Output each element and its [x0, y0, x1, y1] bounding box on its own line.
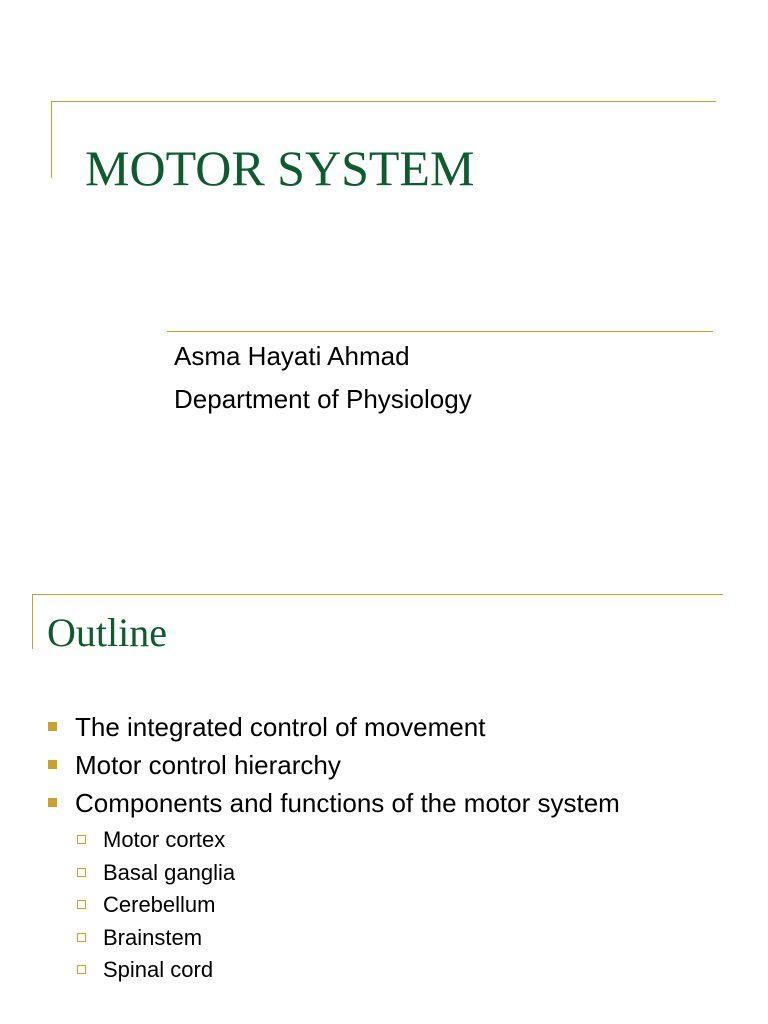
list-item [0, 784, 768, 822]
hollow-square-bullet-icon [77, 868, 86, 877]
bullet-text: The integrated control of movement [75, 712, 486, 742]
subbullet-text: Cerebellum [103, 892, 216, 917]
hollow-square-bullet-icon [77, 965, 86, 974]
top-rule [32, 594, 723, 595]
square-bullet-icon [48, 760, 57, 769]
left-rule [51, 101, 52, 178]
subtitle-rule [167, 331, 713, 332]
subbullet-text: Brainstem [103, 924, 203, 950]
bullet-list [0, 708, 768, 822]
author-name: Asma Hayati Ahmad [174, 341, 410, 371]
subbullet-text: Basal ganglia [103, 859, 236, 885]
square-bullet-icon [48, 798, 57, 807]
list-item [0, 708, 768, 746]
list-item [0, 857, 768, 890]
list-item [0, 954, 768, 987]
bullet-text: Components and functions of the motor system [75, 788, 620, 818]
list-item [0, 922, 768, 955]
outline-slide [0, 512, 768, 1024]
hollow-square-bullet-icon [77, 835, 86, 844]
list-item [0, 889, 768, 922]
list-item [0, 824, 768, 857]
subbullet-text: Motor cortex [103, 827, 226, 852]
list-item [0, 746, 768, 784]
subbullet-text: Spinal cord [103, 957, 214, 982]
left-rule [32, 594, 33, 649]
sub-bullet-list [0, 824, 768, 987]
slide-title: MOTOR SYSTEM [85, 140, 475, 196]
hollow-square-bullet-icon [77, 900, 86, 909]
slide-title: Outline [47, 610, 167, 655]
hollow-square-bullet-icon [77, 933, 86, 942]
square-bullet-icon [48, 722, 57, 731]
top-rule [51, 101, 716, 102]
department-name: Department of Physiology [174, 384, 472, 414]
bullet-text: Motor control hierarchy [75, 750, 341, 780]
